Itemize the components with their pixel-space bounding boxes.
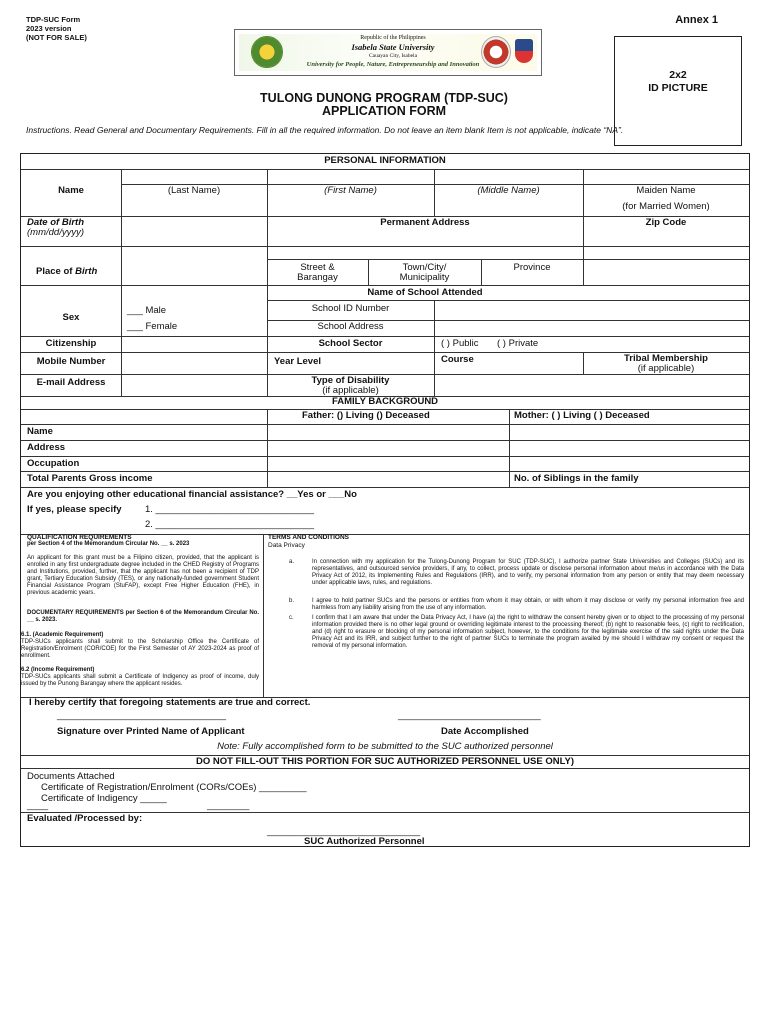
name-label: Name [58,185,84,196]
term-b-text: I agree to hold partner SUCs and the persons or entities from whom it may obtain, or with whom it may disclose or verify my personal information free and harmless from any liability arising from the use of any information. [312,598,744,611]
indigency-checklist-item[interactable]: Certificate of Indigency _____ [41,793,167,804]
date-accomplished-label: Date Accomplished [441,726,529,737]
rule [21,471,749,472]
school-address-label: School Address [317,321,384,332]
municipality-text: Municipality [399,272,450,283]
gross-income-label: Total Parents Gross income [27,473,153,484]
submission-note: Note: Fully accomplished form to be submitted to the SUC authorized personnel [217,741,553,752]
personnel-signature-line[interactable]: _____________________________ [267,826,421,837]
academic-title: 6.1. (Academic Requirement) [21,632,104,638]
annex-label: Annex 1 [675,14,718,26]
signature-line[interactable]: ________________________________ [57,710,227,721]
place-of-text: Place of [36,266,73,277]
parent-name-label: Name [27,426,53,437]
personnel-label: SUC Authorized Personnel [304,836,425,847]
form-code-block [26,15,87,42]
citizenship-label: Citizenship [45,338,97,349]
barangay-text: Barangay [297,272,338,283]
rule [21,246,749,247]
first-name-label[interactable]: (First Name) [324,185,377,196]
rule [583,246,584,285]
parent-address-label: Address [27,442,66,453]
town-label [368,263,481,283]
school-attended-label: Name of School Attended [367,287,483,298]
mobile-label: Mobile Number [36,356,106,367]
province-label: Province [513,262,551,273]
financial-assistance-question[interactable]: Are you enjoying other educational financial assistance? __Yes or ___No [27,489,357,500]
documents-attached-label: Documents Attached [27,771,115,782]
disability-label: Type of Disability [311,375,390,386]
term-b-mark: b. [289,598,295,604]
term-a-mark: a. [289,559,295,565]
terms-subtitle: Data Privacy [268,542,305,549]
rule [21,440,749,441]
street-label [267,263,368,283]
family-background-title: FAMILY BACKGROUND [331,396,439,407]
parent-occupation-label: Occupation [27,458,80,469]
if-yes-label: If yes, please specify [27,504,122,515]
rule [21,424,749,425]
office-use-warning: DO NOT FILL-OUT THIS PORTION FOR SUC AUTHORIZED PERSONNEL USE ONLY) [195,756,575,767]
term-c-mark: c. [289,615,294,621]
tribal-label: Tribal Membership [624,353,708,364]
sex-male-option[interactable]: ___ Male [127,305,167,316]
school-id-label: School ID Number [311,303,390,314]
qualification-title: QUALIFICATION REQUIREMENTS [27,534,132,541]
cor-checklist-item[interactable]: Certificate of Registration/Enrolment (CORs/COEs) _________ [41,782,307,793]
sector-private-option[interactable]: ( ) Private [497,338,539,349]
assistance-item-1[interactable]: 1. ______________________________ [145,504,315,515]
place-of-birth-label [36,266,97,277]
form-code: TDP-SUC Form [26,15,81,24]
form-title-line2: APPLICATION FORM [321,104,447,118]
rule [434,300,435,396]
rule [121,169,122,396]
logo-location: Cauayan City, Isabela [368,53,418,59]
rule [267,259,749,260]
documentary-title: DOCUMENTARY REQUIREMENTS per Section 6 of the Memorandum Circular No. __ s. 2023. [27,610,259,623]
certification-statement: I hereby certify that foregoing statements are true and correct. [29,697,311,708]
logo-university: Isabela State University [351,42,435,52]
dob-label: Date of Birth [27,217,84,228]
street-text: Street & [300,262,335,273]
signature-label: Signature over Printed Name of Applicant [57,726,245,737]
personal-info-title: PERSONAL INFORMATION [324,155,446,166]
shield-emblem-icon [515,39,533,63]
terms-title: TERMS AND CONDITIONS [268,534,350,541]
sector-public-option[interactable]: ( ) Public [441,338,479,349]
university-logo-banner [234,29,542,76]
zip-code-label: Zip Code [645,217,687,228]
rule [267,300,749,301]
sex-label: Sex [62,312,80,323]
school-sector-label: School Sector [318,338,383,349]
id-picture-label: ID PICTURE [648,82,708,94]
term-c-text: I confirm that I am aware that under the Data Privacy Act, I have (a) the right to withdraw the consent hereby given or to object to the processing of my personal information provided there is no other legal ground or overriding legitimate interest to the processing thereof; (b) right to reasonable fees, (c) right to rectification, and (d) right to erasure or blocking of my personal information subject, however, to the conditions for the legitimate exercise of the said rights under the Data Privacy Act and its IRR, and subject further to the right of partner SUCs to terminate the program availed by me should I withdraw my consent or request the removal of my personal information. [312,615,744,649]
year-level-label: Year Level [274,356,322,367]
logo-republic: Republic of the Philippines [360,35,426,41]
rule [263,534,264,697]
course-label: Course [441,354,474,365]
maiden-name-label[interactable]: Maiden Name [636,185,696,196]
qualification-text: An applicant for this grant must be a Filipino citizen, provided, that the applicant is enrolled in any first undergraduate degree included in the CHED Registry of Programs and Institutions, provided, further, that the applicant has not been a recipient of TDP grant, Tertiary Education Subsidy (TES), or any nationally-funded government Student Financial Assistance Program (StuFAP), except Free Higher Education (FHE), in previous academic years. [27,555,259,596]
rule [21,169,749,170]
logo-motto: University for People, Nature, Entrepreneurship and Innovation [306,61,480,68]
sex-female-option[interactable]: ___ Female [127,321,178,332]
term-a-text: In connection with my application for the Tulong-Dunong Program for SUC (TDP-SUC), I authorize partner State Universities and Colleges (SUCs) and its representatives, and outsourced service providers, if any, to collect, process update or disclose personal information about me/us in accordance with the Data Privacy Act of 2012, its Implementing Rules and Regulations (IRR), and to verify, my personal information from any person or entity that may deem necessary under applicable laws, rules, and regulations. [312,559,744,586]
instructions: Instructions. Read General and Documentary Requirements. Fill in all the required information. Do not leave an item blank Item is not applicable, indicate “NA”. [26,125,624,135]
id-picture-size: 2x2 [669,69,687,81]
father-status[interactable]: Father: () Living () Deceased [302,410,430,421]
academic-text: TDP-SUCs applicants shall submit to the Scholarship Office the Certificate of Registration/Enrolment (COR/COE) for the First Semester of AY 2023-2024 as proof of enrollment. [21,639,259,659]
qualification-ref: per Section 4 of the Memorandum Circular No. __ s. 2023 [27,541,190,547]
rule [509,409,510,487]
rule [21,768,749,769]
form-version: 2023 version [26,24,72,33]
office-blank-1: ____ [27,800,49,811]
tribal-note: (if applicable) [637,363,695,374]
evaluated-by-label: Evaluated /Processed by: [27,813,143,824]
maiden-name-note: (for Married Women) [622,201,710,212]
rule [21,487,749,488]
permanent-address-label: Permanent Address [380,217,470,228]
mother-status[interactable]: Mother: ( ) Living ( ) Deceased [514,410,650,421]
income-title: 6.2 (Income Requirement) [21,667,95,673]
rule [21,456,749,457]
rule [267,409,268,487]
rule [21,285,749,286]
siblings-label: No. of Siblings in the family [514,473,639,484]
not-for-sale: (NOT FOR SALE) [26,33,87,42]
last-name-label[interactable]: (Last Name) [167,185,221,196]
form-title-line1: TULONG DUNONG PROGRAM (TDP-SUC) [260,91,508,105]
disability-note: (if applicable) [322,385,379,396]
date-line[interactable]: ___________________________ [398,710,541,721]
rule [21,336,749,337]
email-label: E-mail Address [36,377,106,388]
dob-format: (mm/dd/yyyy) [27,227,84,238]
assistance-item-2[interactable]: 2. ______________________________ [145,519,315,530]
application-form [20,153,750,847]
income-text: TDP-SUCs applicants shall submit a Certificate of Indigency as proof of income, duly issued by the Punong Barangay where the applicant resides. [21,674,259,687]
office-blank-2: ________ [207,800,250,811]
middle-name-label[interactable]: (Middle Name) [477,185,540,196]
birth-text: Birth [75,266,98,277]
town-text: Town/City/ [402,262,447,273]
